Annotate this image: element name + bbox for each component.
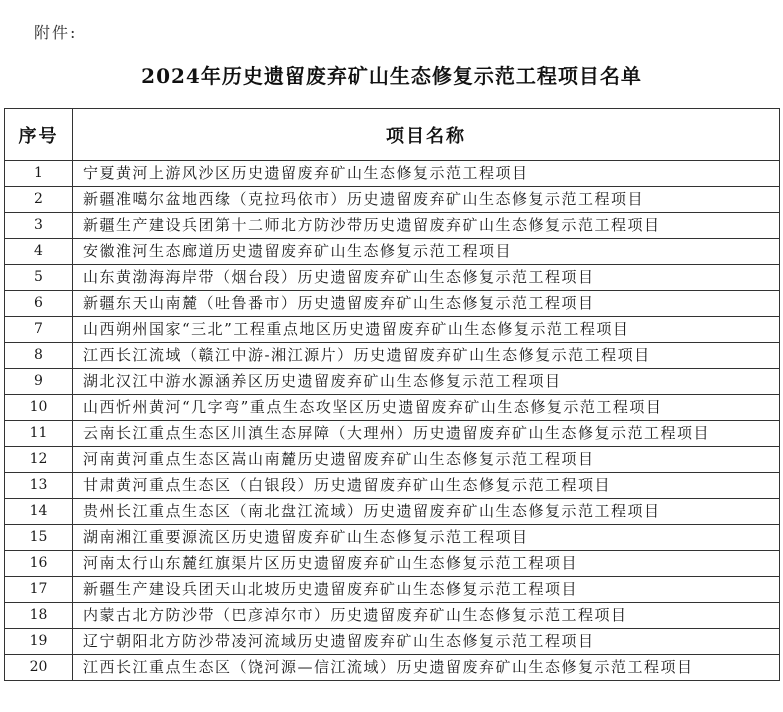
row-serial-number: 12	[5, 447, 73, 473]
row-project-name: 山西朔州国家“三北”工程重点地区历史遗留废弃矿山生态修复示范工程项目	[73, 317, 780, 343]
attachment-label: 附件:	[34, 23, 78, 42]
row-project-name: 宁夏黄河上游风沙区历史遗留废弃矿山生态修复示范工程项目	[73, 161, 780, 187]
table-row	[5, 317, 780, 343]
row-serial-number: 11	[5, 421, 73, 447]
row-serial-number: 8	[5, 343, 73, 369]
table-row	[5, 577, 780, 603]
table-row	[5, 187, 780, 213]
row-serial-number: 13	[5, 473, 73, 499]
header-project-name: 项目名称	[73, 109, 780, 161]
table-row	[5, 603, 780, 629]
row-serial-number: 9	[5, 369, 73, 395]
row-serial-number: 15	[5, 525, 73, 551]
row-project-name: 江西长江流域（赣江中游-湘江源片）历史遗留废弃矿山生态修复示范工程项目	[73, 343, 780, 369]
row-project-name: 云南长江重点生态区川滇生态屏障（大理州）历史遗留废弃矿山生态修复示范工程项目	[73, 421, 780, 447]
row-serial-number: 5	[5, 265, 73, 291]
row-project-name: 山东黄渤海海岸带（烟台段）历史遗留废弃矿山生态修复示范工程项目	[73, 265, 780, 291]
row-project-name: 湖北汉江中游水源涵养区历史遗留废弃矿山生态修复示范工程项目	[73, 369, 780, 395]
row-project-name: 安徽淮河生态廊道历史遗留废弃矿山生态修复示范工程项目	[73, 239, 780, 265]
table-header-row	[5, 109, 780, 161]
table-row	[5, 239, 780, 265]
row-project-name: 新疆东天山南麓（吐鲁番市）历史遗留废弃矿山生态修复示范工程项目	[73, 291, 780, 317]
row-project-name: 新疆准噶尔盆地西缘（克拉玛依市）历史遗留废弃矿山生态修复示范工程项目	[73, 187, 780, 213]
table-row	[5, 551, 780, 577]
table-row	[5, 395, 780, 421]
row-serial-number: 2	[5, 187, 73, 213]
row-serial-number: 7	[5, 317, 73, 343]
header-serial-number: 序号	[5, 109, 73, 161]
row-project-name: 新疆生产建设兵团天山北坡历史遗留废弃矿山生态修复示范工程项目	[73, 577, 780, 603]
row-serial-number: 14	[5, 499, 73, 525]
row-serial-number: 19	[5, 629, 73, 655]
row-project-name: 甘肃黄河重点生态区（白银段）历史遗留废弃矿山生态修复示范工程项目	[73, 473, 780, 499]
table-row	[5, 291, 780, 317]
table-row	[5, 213, 780, 239]
table-row	[5, 499, 780, 525]
row-serial-number: 16	[5, 551, 73, 577]
row-project-name: 新疆生产建设兵团第十二师北方防沙带历史遗留废弃矿山生态修复示范工程项目	[73, 213, 780, 239]
row-project-name: 辽宁朝阳北方防沙带凌河流域历史遗留废弃矿山生态修复示范工程项目	[73, 629, 780, 655]
row-serial-number: 10	[5, 395, 73, 421]
row-project-name: 内蒙古北方防沙带（巴彦淖尔市）历史遗留废弃矿山生态修复示范工程项目	[73, 603, 780, 629]
table-row	[5, 629, 780, 655]
document-title: 2024年历史遗留废弃矿山生态修复示范工程项目名单	[141, 64, 642, 88]
table-row	[5, 421, 780, 447]
row-project-name: 山西忻州黄河“几字弯”重点生态攻坚区历史遗留废弃矿山生态修复示范工程项目	[73, 395, 780, 421]
table-row	[5, 265, 780, 291]
row-project-name: 河南黄河重点生态区嵩山南麓历史遗留废弃矿山生态修复示范工程项目	[73, 447, 780, 473]
row-serial-number: 18	[5, 603, 73, 629]
row-project-name: 江西长江重点生态区（饶河源—信江流域）历史遗留废弃矿山生态修复示范工程项目	[73, 655, 780, 681]
row-serial-number: 20	[5, 655, 73, 681]
table-row	[5, 525, 780, 551]
row-serial-number: 1	[5, 161, 73, 187]
project-list-table	[4, 108, 780, 681]
row-serial-number: 17	[5, 577, 73, 603]
table-row	[5, 369, 780, 395]
row-serial-number: 3	[5, 213, 73, 239]
row-project-name: 湖南湘江重要源流区历史遗留废弃矿山生态修复示范工程项目	[73, 525, 780, 551]
row-serial-number: 6	[5, 291, 73, 317]
table-row	[5, 161, 780, 187]
table-row	[5, 447, 780, 473]
table-row	[5, 655, 780, 681]
table-row	[5, 473, 780, 499]
row-project-name: 河南太行山东麓红旗渠片区历史遗留废弃矿山生态修复示范工程项目	[73, 551, 780, 577]
table-row	[5, 343, 780, 369]
row-serial-number: 4	[5, 239, 73, 265]
row-project-name: 贵州长江重点生态区（南北盘江流域）历史遗留废弃矿山生态修复示范工程项目	[73, 499, 780, 525]
